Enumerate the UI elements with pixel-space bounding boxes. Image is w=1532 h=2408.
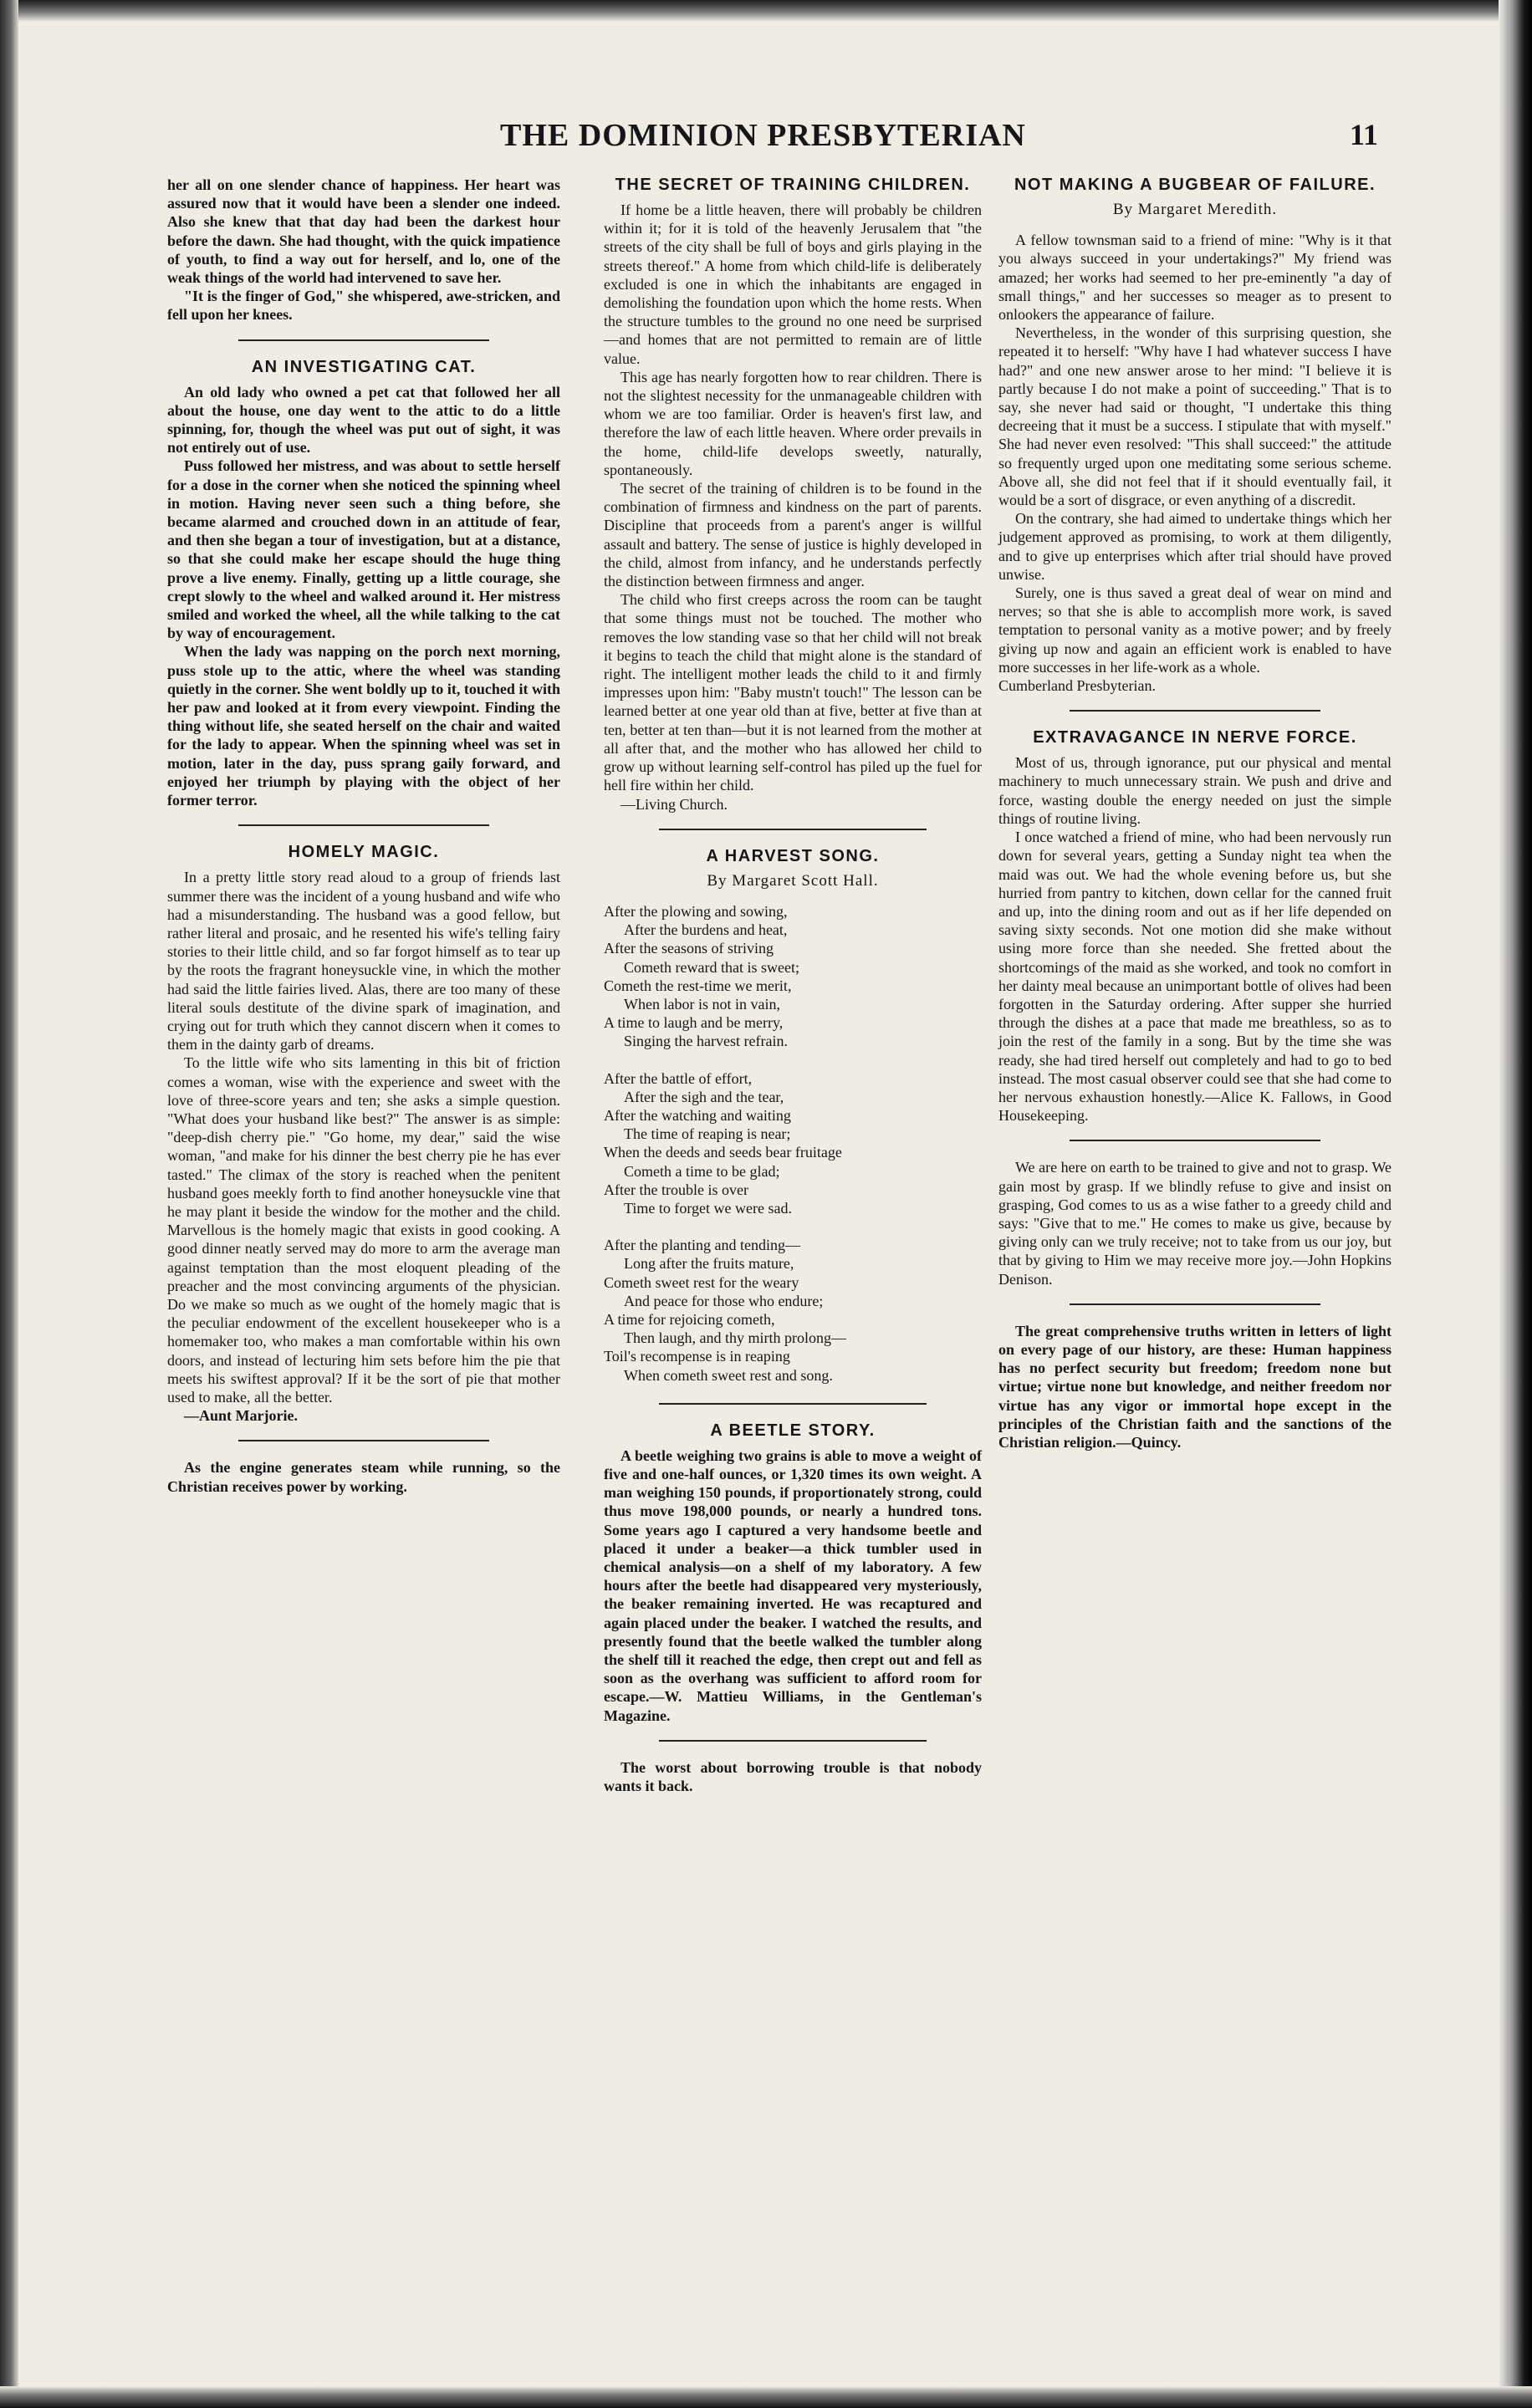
column-middle (604, 176, 982, 1795)
poem-byline: By Margaret Scott Hall. (707, 871, 879, 890)
scan-edge-left (0, 0, 18, 2408)
poem-line: Long after the fruits mature, (624, 1255, 794, 1273)
poem-line: When labor is not in vain, (624, 995, 780, 1013)
poem-line: Cometh reward that is sweet; (624, 958, 799, 976)
article-title-cat: AN INVESTIGATING CAT. (251, 357, 477, 376)
paragraph: A beetle weighing two grains is able to move a weight of five and one-half ounces, or 1,320 times its own weight. A man weighing 150 pounds, if proportionately strong, could thus move 198,000 pounds, or nearly a hundred tons. Some years ago I captured a very handsome beetle and placed it under a beaker—a thick tumbler used in chemical analysis—on a shelf of my laboratory. A few hours after the beetle had disappeared very mysteriously, the beaker remaining inverted. He was recaptured and again placed under the beaker. I watched the results, and presently found that the beetle walked the tumbler along the shelf till it reached the edge, then crept out and fell as soon as the overhang was sufficient to afford room for escape.—W. Mattieu Williams, in the Gentleman's Magazine. (604, 1446, 982, 1724)
poem-line: After the battle of effort, (604, 1069, 753, 1087)
divider (659, 829, 927, 830)
divider (1070, 710, 1320, 712)
paragraph: The child who first creeps across the room can be taught that some things must not be touched. The mother who removes the low standing vase so that her child will not break it begins to teach the child that might alone is the standard of right. The intelligent mother leads the child to it and firmly impresses upon him: "Baby mustn't touch!" The lesson can be learned better at one year old than at five, better at five than at ten, better at ten than—but it is not learned from the mother at all after that, and the mother who has allowed her child to grow up without learning self-control has piled up the fuel for hell fire within her child. (604, 591, 982, 794)
article-signature: —Living Church. (620, 795, 728, 813)
divider (1070, 1140, 1320, 1141)
page-number: 11 (1350, 118, 1379, 151)
poem-line: Toil's recompense is in reaping (604, 1348, 790, 1365)
column-left (167, 176, 560, 1496)
paragraph: Most of us, through ignorance, put our physical and mental machinery to much unnecessary strain. We push and drive and force, wasting double the energy needed on just the simple things of routine living. (998, 754, 1392, 827)
poem-line: Time to forget we were sad. (624, 1199, 792, 1217)
paragraph: A fellow townsman said to a friend of mine: "Why is it that you always succeed in your undertakings?" My friend was amazed; her works had seemed to her pre-eminently "a day of small things," and her successes so meager as to present to onlookers the appearance of failure. (998, 232, 1392, 324)
divider (659, 1403, 927, 1405)
poem-line: A time to laugh and be merry, (604, 1014, 784, 1032)
paragraph: Surely, one is thus saved a great deal of wear on mind and nerves; so that she is able to accomplish more work, is saved temptation to personal vanity as a motive power; and by freely giving up now and again an efficient work is enabled to have more successes in her life-work as a whole. (998, 584, 1392, 676)
paragraph: If home be a little heaven, there will probably be children within it; for it is told of the heavenly Jerusalem that "the streets of the city shall be full of boys and girls playing in the streets thereof." A home from which child-life is deliberately excluded is one in which the inhabitants are engaged in demolishing the foundation upon which the home rests. When the structure tumbles to the ground no one need be surprised—and homes that are not permitted to remain are of little value. (604, 202, 982, 367)
paragraph: The secret of the training of children is to be found in the combination of firmness and kindness on the part of parents. Discipline that proceeds from a parent's anger is willful assault and battery. The sense of justice is highly developed in the child, almost from infancy, and he understands perfectly the distinction between firmness and anger. (604, 480, 982, 590)
divider (238, 339, 489, 341)
article-title-homely-magic: HOMELY MAGIC. (288, 843, 440, 862)
poem-stanza (604, 902, 982, 1051)
poem-line: And peace for those who endure; (624, 1292, 824, 1309)
paragraph: Nevertheless, in the wonder of this surprising question, she repeated it to herself: "Why have I had whatever success I have had?" and one new answer arose to her mind: "I believe it is partly because I do not make a point of succeeding." That is to say, she never had said or thought, "I undertake this thing decreeing that it must be a success. I stipulate that with myself." She had never even resolved: "This shall succeed:" the attitude so frequently urged upon one meditating some serious scheme. Above all, she did not feel that if it should eventually fail, it would be a sort of disgrace, or even anything of a discredit. (998, 324, 1392, 509)
paragraph: To the little wife who sits lamenting in this bit of friction comes a woman, wise with the experience and sweet with the love of three-score years and ten; she asks a simple question. "What does your husband like best?" The answer is as simple: "deep-dish cherry pie." "Go home, my dear," said the wise woman, "and make for his dinner the best cherry pie he has ever tasted." The climax of the story is reached when the penitent husband goes meekly forth to find another honeysuckle vine that he may plant it beside the window for the mother and the child. Marvellous is the homely magic that exists in good cooking. A good dinner neatly served may do more to arm the average man against temptation than the most eloquent pleading of the preacher and the most convincing arguments of the physician. Do we make so much as we ought of the homely magic that is the peculiar endowment of the excellent housekeeper who is a homemaker too, who makes a man comfortable within his own doors, and instead of lecturing him sets before him the pie that meets his swiftest approval? If it be the sort of pie that mother used to make, all the better. (167, 1054, 560, 1406)
poem-line: Cometh sweet rest for the weary (604, 1273, 799, 1291)
scan-edge-right (1499, 0, 1532, 2408)
poem-line: After the planting and tending— (604, 1237, 800, 1254)
poem-line: After the sigh and the tear, (624, 1088, 784, 1105)
paragraph: When the lady was napping on the porch next morning, puss stole up to the attic, where the wheel was standing quietly in the corner. She went boldly up to it, touched it with her paw and looked at it from every viewpoint. Finding the thing without life, she seated herself on the chair and waited for the lady to appear. When the spinning wheel was set in motion, later in the day, puss sprang gaily forward, and enjoyed her triumph by playing with the object of her former terror. (167, 643, 560, 809)
poem-line: After the trouble is over (604, 1181, 748, 1198)
article-byline: By Margaret Meredith. (1112, 201, 1278, 218)
poem-line: Cometh a time to be glad; (624, 1162, 780, 1180)
paragraph: In a pretty little story read aloud to a group of friends last summer there was the incident of a young husband and wife who had a misunderstanding. The husband was a good fellow, but rather literal and prosaic, and he resented his wife's telling fairy stories to their little child, and so far forgot himself as to tear up by the roots the fragrant honeysuckle vine, in which the mother had said the little fairies lived. Alas, there are too many of these literal souls destitute of the divine spark of imagination, and crying out for truth which they cannot discern when it comes to them in the dainty garb of dreams. (167, 869, 560, 1054)
poem-line: After the plowing and sowing, (604, 902, 788, 920)
article-title-secret-training: THE SECRET OF TRAINING CHILDREN. (615, 176, 971, 194)
article-continuation: her all on one slender chance of happiness. Her heart was assured now that it would have been a slender one indeed. Also she knew that that day had been the darkest hour before the dawn. She had thought, with the quick impatience of youth, to find a way out for herself, and lo, one of the weak things of the world had intervened to save her. (167, 176, 560, 287)
filler-quote-borrowing: The worst about borrowing trouble is that nobody wants it back. (604, 1758, 982, 1795)
poem-line: A time for rejoicing cometh, (604, 1310, 775, 1328)
article-title-bugbear: NOT MAKING A BUGBEAR OF FAILURE. (1014, 176, 1376, 194)
publication-title: THE DOMINION PRESBYTERIAN (500, 118, 1026, 153)
poem-line: After the watching and waiting (604, 1106, 791, 1124)
paragraph: On the contrary, she had aimed to undertake things which her judgement approved as promising, to work at them diligently, and to give up enterprises which after trial should have proved unwise. (998, 510, 1392, 583)
article-signature: Cumberland Presbyterian. (998, 677, 1156, 695)
scan-edge-bottom (0, 2386, 1532, 2408)
article-continuation-ending: "It is the finger of God," she whispered, awe-stricken, and fell upon her knees. (167, 288, 560, 324)
paragraph-give-not-grasp: We are here on earth to be trained to give and not to grasp. We gain most by grasp. If we blindly refuse to give and insist on grasping, God comes to us as a wise father to a greedy child and says: "Give that to me." He comes to make us give, because by giving only can we truly receive; not to take from us our joy, but that by giving to Him we may receive more joy.—John Hopkins Denison. (998, 1159, 1392, 1288)
poem-stanza (604, 1069, 982, 1218)
column-right (998, 176, 1392, 1451)
paragraph: An old lady who owned a pet cat that followed her all about the house, one day went to the attic to do a little spinning, for, though the wheel was put out of sight, it was not entirely out of use. (167, 383, 560, 457)
poem-line: Singing the harvest refrain. (624, 1033, 788, 1050)
paragraph: I once watched a friend of mine, who had been nervously run down for several years, getting a Sunday night tea when the maid was out. We had the whole evening before us, but she hurried from pantry to kitchen, down cellar for the canned fruit and up, into the dining room and out as if her life depended on saving sixty seconds. Not one motion did she make without using more force than she needed. She fretted about the shortcomings of the maid as she worked, and took no comfort in her dainty meal because an unimportant bottle of olives had been forgotten in the Saturday ordering. After supper she hurried through the dishes at a pace that made me breathless, so as to join the rest of the family in a song. But by the time she was ready, she had tired herself out completely and had to go to bed instead. The most casual observer could see that she had come to her nervous exhaustion honestly.—Alice K. Fallows, in Good Housekeeping. (998, 829, 1392, 1125)
poem-line: When cometh sweet rest and song. (624, 1366, 833, 1384)
paragraph: Puss followed her mistress, and was about to settle herself for a dose in the corner when she noticed the spinning wheel in motion. Having never seen such a thing before, she became alarmed and crouched down in an attitude of fear, and then she began a tour of investigation, but at a distance, so that she could make her escape should the huge thing prove a live enemy. Finally, getting up a little courage, she crept slowly to the wheel and walked around it. Her mistress smiled and worked the wheel, all the while talking to the cat by way of encouragement. (167, 457, 560, 642)
paragraph: This age has nearly forgotten how to rear children. There is not the slightest necessity for the unmanageable children with whom we are too familiar. Order is heaven's first law, and therefore the law of each little heaven. Where order prevails in the home, child-life develops sweetly, naturally, spontaneously. (604, 368, 982, 478)
poem-line: Cometh the rest-time we merit, (604, 977, 792, 994)
article-title-beetle-story: A BEETLE STORY. (710, 1421, 876, 1440)
paragraph-comprehensive-truths: The great comprehensive truths written in letters of light on every page of our history, are these: Human happiness has no perfect security but freedom; freedom none but virtue; virtue none but knowledge, and neither freedom nor virtue has any vigor or immortal hope except in the principles of the Christian faith and the sanctions of the Christian religion.—Quincy. (998, 1322, 1392, 1451)
poem-line: When the deeds and seeds bear fruitage (604, 1144, 842, 1161)
divider (238, 1440, 489, 1441)
divider (659, 1740, 927, 1742)
poem-line: The time of reaping is near; (624, 1125, 791, 1143)
article-title-nerve-force: EXTRAVAGANCE IN NERVE FORCE. (1033, 728, 1357, 747)
page-header (0, 117, 1532, 167)
poem-line: Then laugh, and thy mirth prolong— (624, 1329, 846, 1347)
article-signature: —Aunt Marjorie. (184, 1407, 298, 1425)
divider (238, 824, 489, 826)
poem-line: After the burdens and heat, (624, 921, 788, 939)
poem-stanza (604, 1236, 982, 1385)
filler-quote-engine: As the engine generates steam while running, so the Christian receives power by working. (167, 1459, 560, 1495)
poem-title-harvest-song: A HARVEST SONG. (706, 846, 880, 865)
poem-body (604, 902, 982, 1385)
scan-edge-top (0, 0, 1532, 22)
divider (1070, 1303, 1320, 1305)
poem-line: After the seasons of striving (604, 940, 774, 957)
